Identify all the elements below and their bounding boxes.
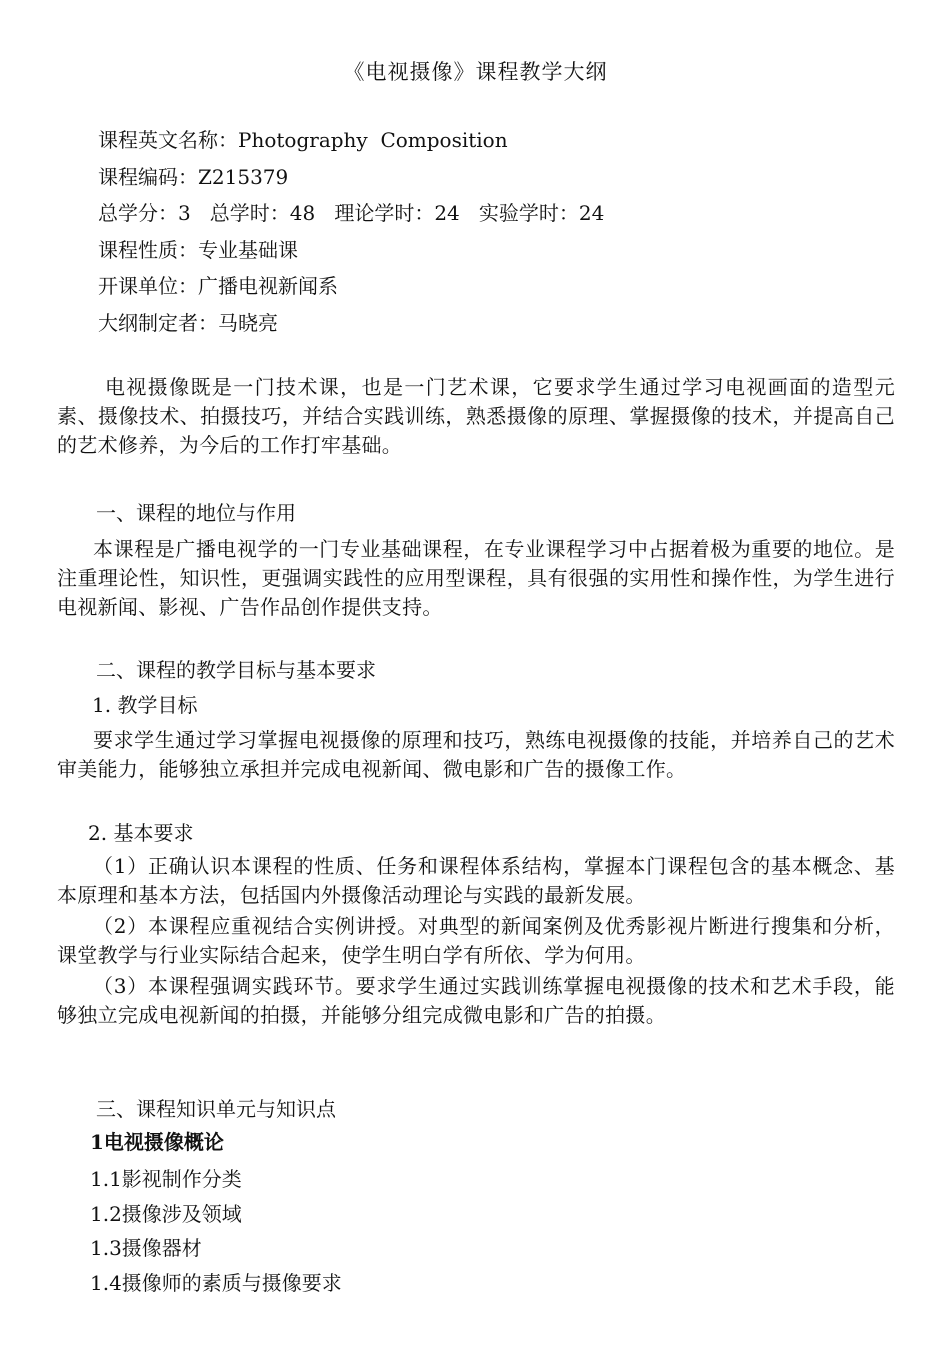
meta-department: 开课单位：广播电视新闻系 [98, 274, 338, 299]
section1-body: 本课程是广播电视学的一门专业基础课程，在专业课程学习中占据着极为重要的地位。是注重理论性，知识性，更强调实践性的应用型课程，具有很强的实用性和操作性，为学生进行电视新闻、影视、广告作品创作提供支持。 [57, 537, 895, 619]
meta-author: 大纲制定者：马晓亮 [98, 310, 278, 335]
section2-sub2: 2. 基本要求 [88, 821, 194, 845]
requirement-2: （2）本课程应重视结合实例讲授。对典型的新闻案例及优秀影视片断进行搜集和分析，课堂教学与行业实际结合起来，使学生明白学有所依、学为何用。 [57, 914, 895, 967]
section2-heading: 二、课程的教学目标与基本要求 [96, 658, 376, 682]
knowledge-item: 1.2摄像涉及领域 [90, 1202, 242, 1226]
section2-sub1-body: 要求学生通过学习掌握电视摄像的原理和技巧，熟练电视摄像的技能，并培养自己的艺术审美能力，能够独立承担并完成电视新闻、微电影和广告的摄像工作。 [57, 728, 895, 781]
requirement-3: （3）本课程强调实践环节。要求学生通过实践训练掌握电视摄像的技术和艺术手段，能够独立完成电视新闻的拍摄，并能够分组完成微电影和广告的拍摄。 [57, 974, 895, 1027]
section2-sub1: 1. 教学目标 [92, 693, 198, 717]
unit1-title: 1电视摄像概论 [90, 1130, 224, 1154]
section1-heading: 一、课程的地位与作用 [96, 501, 296, 525]
course-meta [98, 122, 604, 342]
meta-english-name: 课程英文名称：Photography Composition [98, 128, 508, 152]
meta-course-code: 课程编码：Z215379 [98, 164, 289, 189]
document-title: 《电视摄像》课程教学大纲 [343, 60, 608, 84]
section3-heading: 三、课程知识单元与知识点 [96, 1097, 336, 1121]
meta-course-nature: 课程性质：专业基础课 [98, 237, 298, 262]
knowledge-item: 1.4摄像师的素质与摄像要求 [90, 1271, 342, 1295]
meta-credits-hours: 总学分：3 总学时：48 理论学时：24 实验学时：24 [98, 201, 605, 226]
requirement-1: （1）正确认识本课程的性质、任务和课程体系结构，掌握本门课程包含的基本概念、基本原理和基本方法，包括国内外摄像活动理论与实践的最新发展。 [57, 854, 895, 907]
knowledge-item: 1.3摄像器材 [90, 1236, 202, 1260]
knowledge-item: 1.1影视制作分类 [90, 1167, 242, 1191]
intro-paragraph: 电视摄像既是一门技术课，也是一门艺术课，它要求学生通过学习电视画面的造型元素、摄像技术、拍摄技巧，并结合实践训练，熟悉摄像的原理、掌握摄像的技术，并提高自己的艺术修养，为今后的工作打牢基础。 [57, 375, 895, 457]
